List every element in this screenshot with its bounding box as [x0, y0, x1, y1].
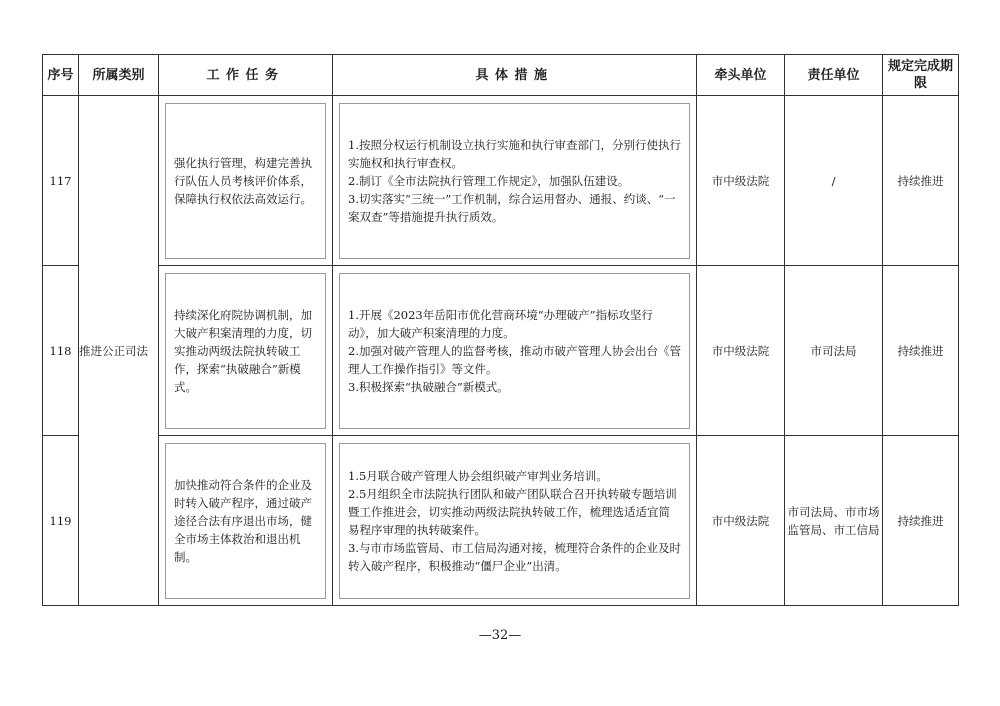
row-task: 加快推动符合条件的企业及时转入破产程序，通过破产途径合法有序退出市场，健全市场主体救治和退出机制。: [174, 477, 312, 564]
row-task: 强化执行管理，构建完善执行队伍人员考核评价体系，保障执行权依法高效运行。: [174, 155, 312, 206]
row-measures-cell: [333, 436, 697, 606]
row-task-cell: [159, 436, 333, 606]
row-responsible: 市司法局、市市场监管局、市工信局: [785, 436, 883, 606]
row-responsible: /: [785, 96, 883, 266]
row-deadline: 持续推进: [883, 436, 959, 606]
row-measures-cell: [333, 266, 697, 436]
measure-item: 2.制订《全市法院执行管理工作规定》，加强队伍建设。: [348, 173, 630, 188]
measures-list: [348, 306, 681, 396]
header-task: 工作任务: [159, 55, 333, 96]
measure-item: 3.积极探索“执破融合”新模式。: [348, 379, 509, 394]
row-seq: 119: [43, 436, 79, 606]
row-measures-cell: [333, 96, 697, 266]
row-task-cell: [159, 266, 333, 436]
measures-list: [348, 467, 681, 575]
page-number: —32—: [478, 628, 522, 643]
measure-item: 1.按照分权运行机制设立执行实施和执行审查部门，分别行使执行实施权和执行审查权。: [348, 137, 681, 170]
row-lead: 市中级法院: [697, 96, 785, 266]
measure-item: 3.与市市场监管局、市工信局沟通对接，梳理符合条件的企业及时转入破产程序，积极推动“僵尸企业”出清。: [348, 540, 681, 573]
table-row: [43, 266, 959, 436]
header-responsible: 责任单位: [785, 55, 883, 96]
header-deadline: 规定完成期限: [883, 55, 959, 96]
header-category: 所属类别: [79, 55, 159, 96]
row-deadline: 持续推进: [883, 266, 959, 436]
row-task: 持续深化府院协调机制，加大破产积案清理的力度，切实推动两级法院执转破工作，探索“执破融合”新模式。: [174, 307, 312, 394]
measure-item: 3.切实落实“三统一”工作机制，综合运用督办、通报、约谈、“一案双查”等措施提升执行质效。: [348, 191, 676, 224]
row-lead: 市中级法院: [697, 436, 785, 606]
measures-table: [42, 54, 959, 606]
measure-item: 2.加强对破产管理人的监督考核，推动市破产管理人协会出台《管理人工作操作指引》等文件。: [348, 343, 681, 376]
row-category: 推进公正司法: [79, 96, 159, 606]
header-seq: 序号: [43, 55, 79, 96]
header-lead: 牵头单位: [697, 55, 785, 96]
row-lead: 市中级法院: [697, 266, 785, 436]
row-deadline: 持续推进: [883, 96, 959, 266]
table-row: [43, 96, 959, 266]
header-measures: 具体措施: [333, 55, 697, 96]
measure-item: 2.5月组织全市法院执行团队和破产团队联合召开执转破专题培训暨工作推进会，切实推动两级法院执转破工作，梳理选适适宜简易程序审理的执转破案件。: [348, 486, 677, 537]
row-seq: 117: [43, 96, 79, 266]
row-task-cell: [159, 96, 333, 266]
table-row: [43, 436, 959, 606]
measure-item: 1.开展《2023年岳阳市优化营商环境“办理破产”指标攻坚行动》，加大破产积案清理的力度。: [348, 307, 653, 340]
measure-item: 1.5月联合破产管理人协会组织破产审判业务培训。: [348, 468, 608, 483]
row-responsible: 市司法局: [785, 266, 883, 436]
row-seq: 118: [43, 266, 79, 436]
measures-list: [348, 136, 681, 226]
